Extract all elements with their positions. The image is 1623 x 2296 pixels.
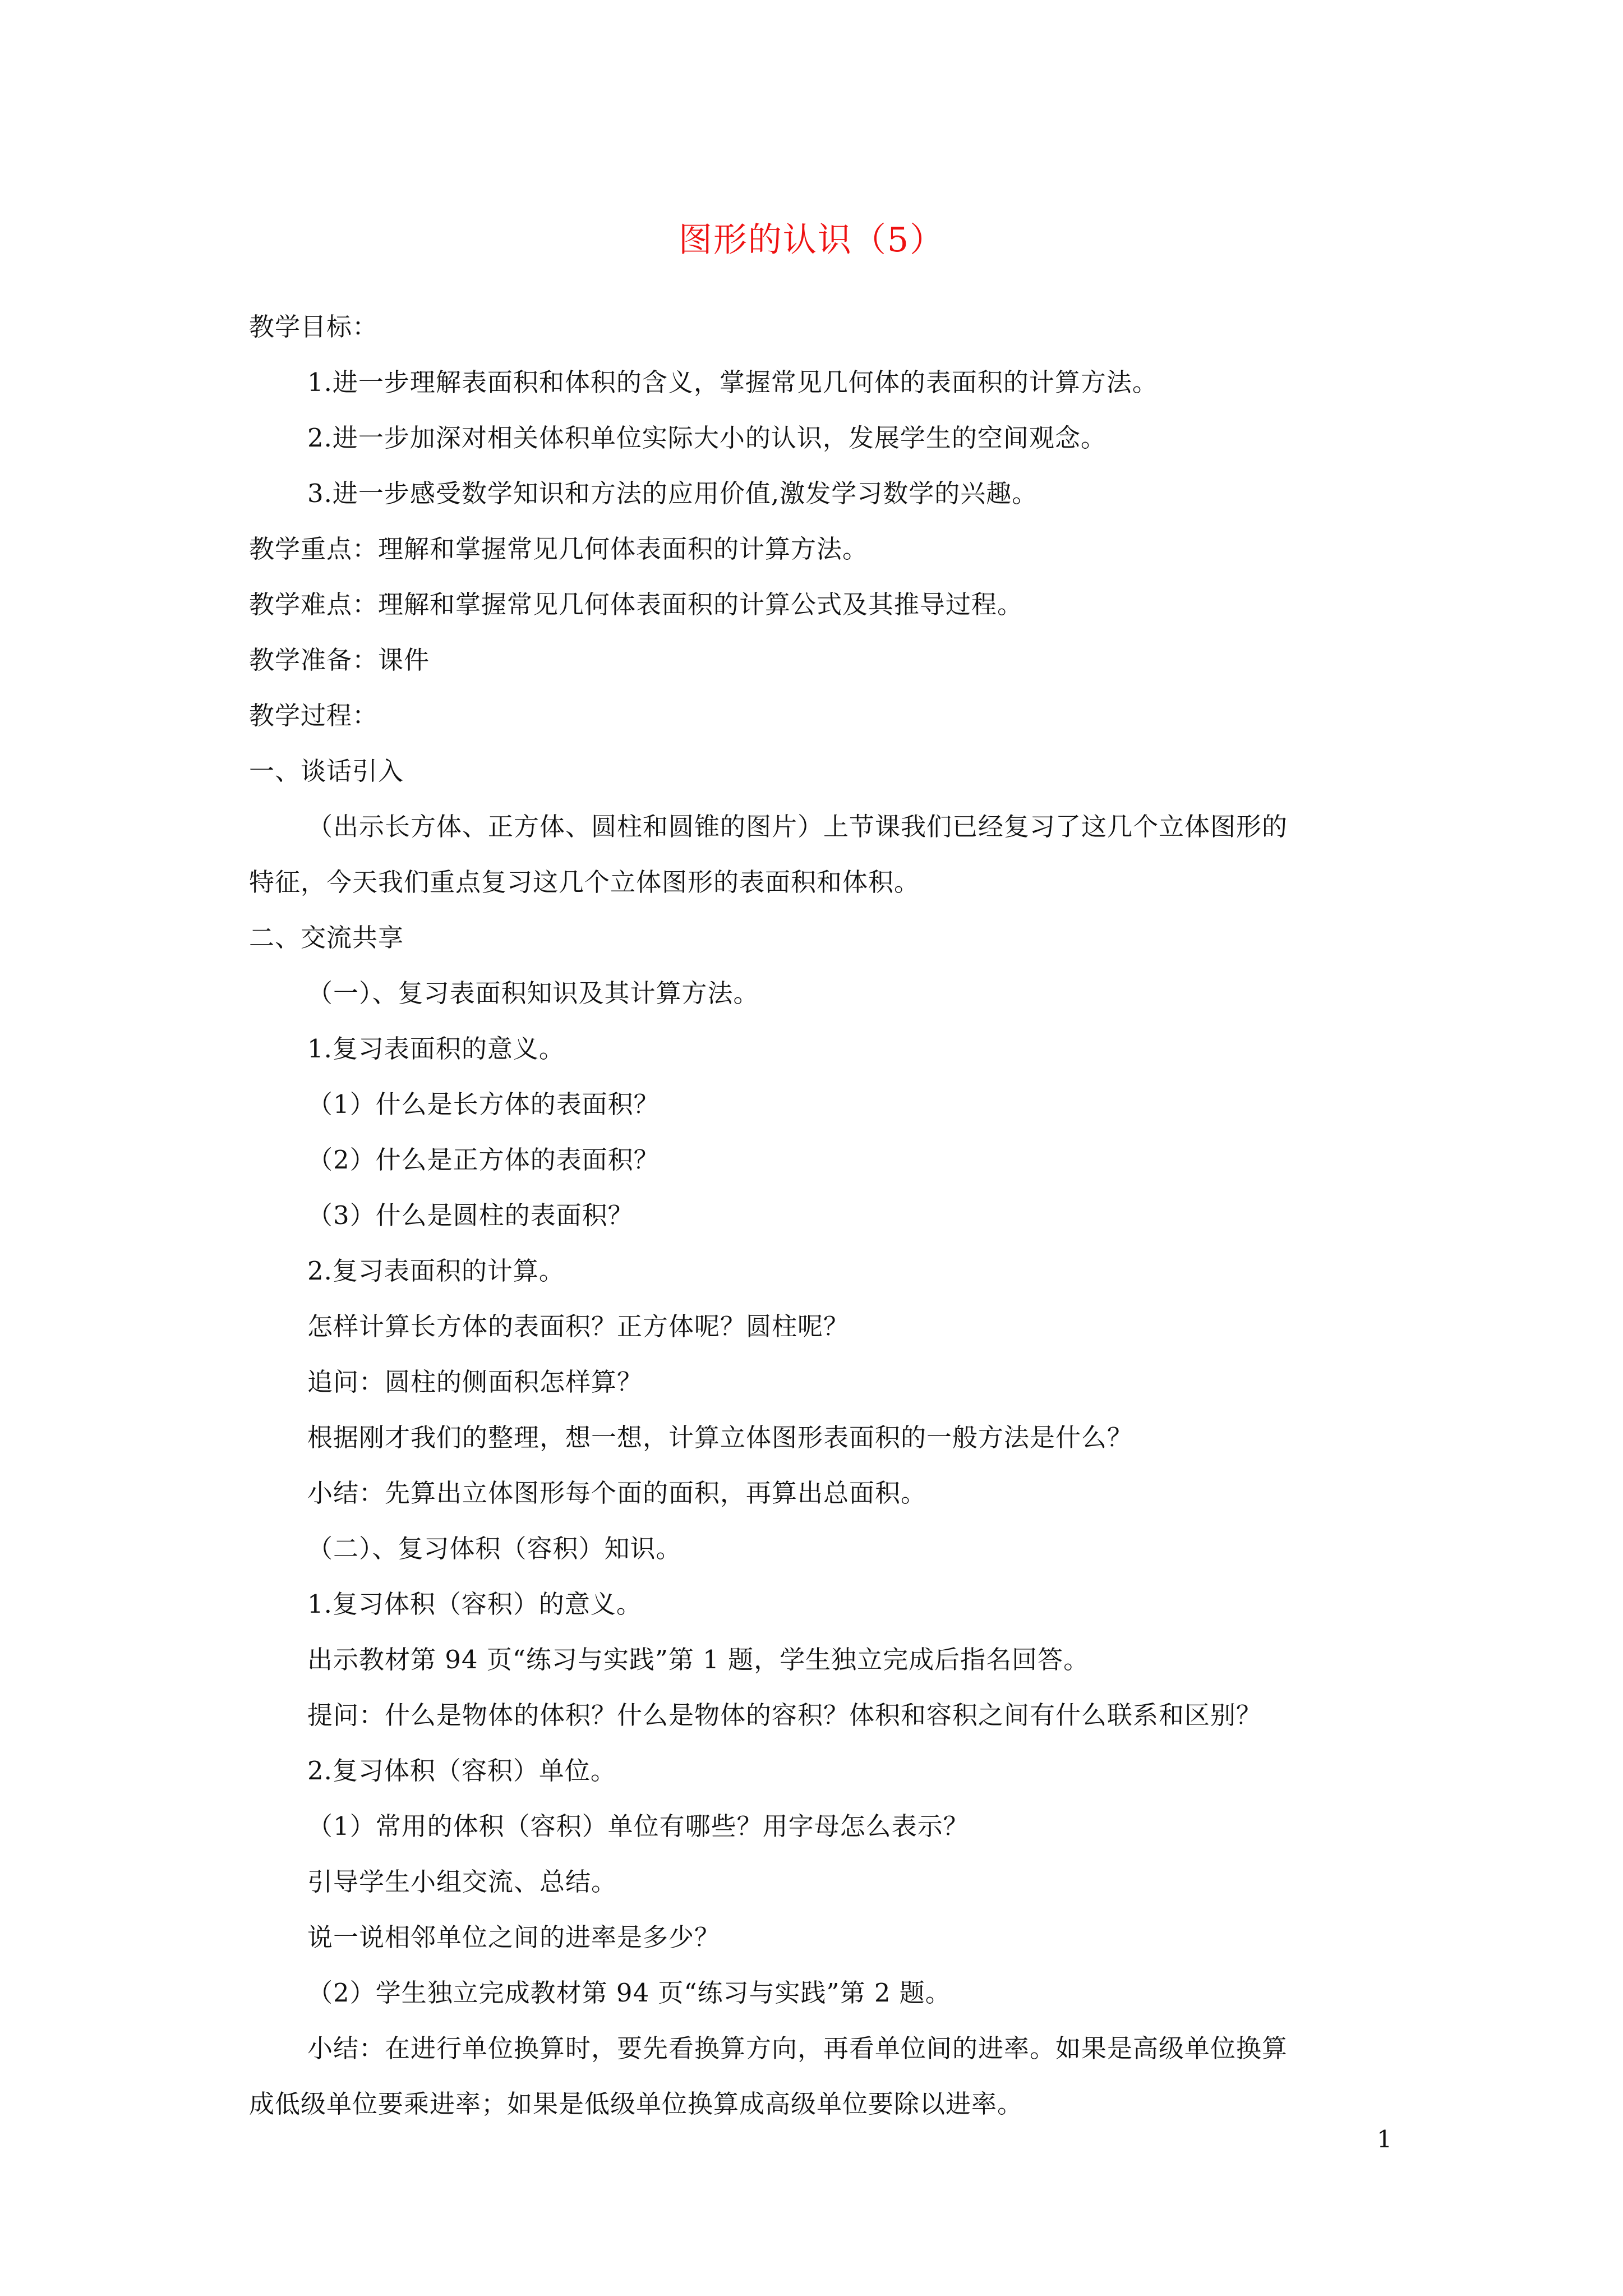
paragraph-line: 2.复习表面积的计算。 [307,1256,565,1286]
paragraph-line: 成低级单位要乘进率；如果是低级单位换算成高级单位要除以进率。 [249,2089,1023,2119]
paragraph-line: 2.复习体积（容积）单位。 [307,1756,616,1786]
objective-3: 3.进一步感受数学知识和方法的应用价值,激发学习数学的兴趣。 [307,478,1038,508]
heading-objectives: 教学目标： [249,312,379,342]
paragraph-line: 引导学生小组交流、总结。 [307,1867,617,1897]
paragraph-line: 出示教材第 94 页“练习与实践”第 1 题，学生独立完成后指名回答。 [307,1645,1090,1674]
paragraph-line: （1）常用的体积（容积）单位有哪些？用字母怎么表示？ [307,1811,969,1841]
page-number: 1 [1377,2125,1392,2153]
paragraph-line: 根据刚才我们的整理，想一想，计算立体图形表面积的一般方法是什么？ [307,1423,1133,1452]
difficult-points: 教学难点：理解和掌握常见几何体表面积的计算公式及其推导过程。 [249,590,1023,619]
preparation: 教学准备：课件 [249,645,430,675]
paragraph-line: （3）什么是圆柱的表面积？ [307,1200,634,1230]
paragraph-line: （出示长方体、正方体、圆柱和圆锥的图片）上节课我们已经复习了这几个立体图形的 [307,812,1288,841]
paragraph-line: 特征，今天我们重点复习这几个立体图形的表面积和体积。 [249,867,920,897]
paragraph-line: 小结：在进行单位换算时，要先看换算方向，再看单位间的进率。如果是高级单位换算 [307,2033,1288,2063]
paragraph-line: 小结：先算出立体图形每个面的面积，再算出总面积。 [307,1478,927,1508]
objective-1: 1.进一步理解表面积和体积的含义，掌握常见几何体的表面积的计算方法。 [307,367,1158,397]
paragraph-line: （1）什么是长方体的表面积？ [307,1089,660,1119]
paragraph-line: 1.复习体积（容积）的意义。 [307,1589,642,1619]
paragraph-line: 说一说相邻单位之间的进率是多少？ [307,1922,721,1952]
key-points: 教学重点：理解和掌握常见几何体表面积的计算方法。 [249,534,869,564]
paragraph-line: 1.复习表面积的意义。 [307,1034,565,1064]
document-title: 图形的认识（5） [678,220,945,260]
objective-2: 2.进一步加深对相关体积单位实际大小的认识，发展学生的空间观念。 [307,423,1106,453]
section-2-heading: 二、交流共享 [249,923,404,953]
subsection-heading: （二）、复习体积（容积）知识。 [307,1534,682,1563]
heading-process: 教学过程： [249,701,379,730]
paragraph-line: 追问：圆柱的侧面积怎样算？ [307,1367,643,1397]
section-1-heading: 一、谈话引入 [249,756,404,786]
paragraph-line: （2）什么是正方体的表面积？ [307,1145,660,1175]
paragraph-line: （2）学生独立完成教材第 94 页“练习与实践”第 2 题。 [307,1978,951,2008]
paragraph-line: 怎样计算长方体的表面积？正方体呢？圆柱呢？ [307,1312,850,1341]
document-body [249,299,1421,2132]
paragraph-line: 提问：什么是物体的体积？什么是物体的容积？体积和容积之间有什么联系和区别？ [307,1700,1262,1730]
subsection-heading: （一）、复习表面积知识及其计算方法。 [307,978,759,1008]
